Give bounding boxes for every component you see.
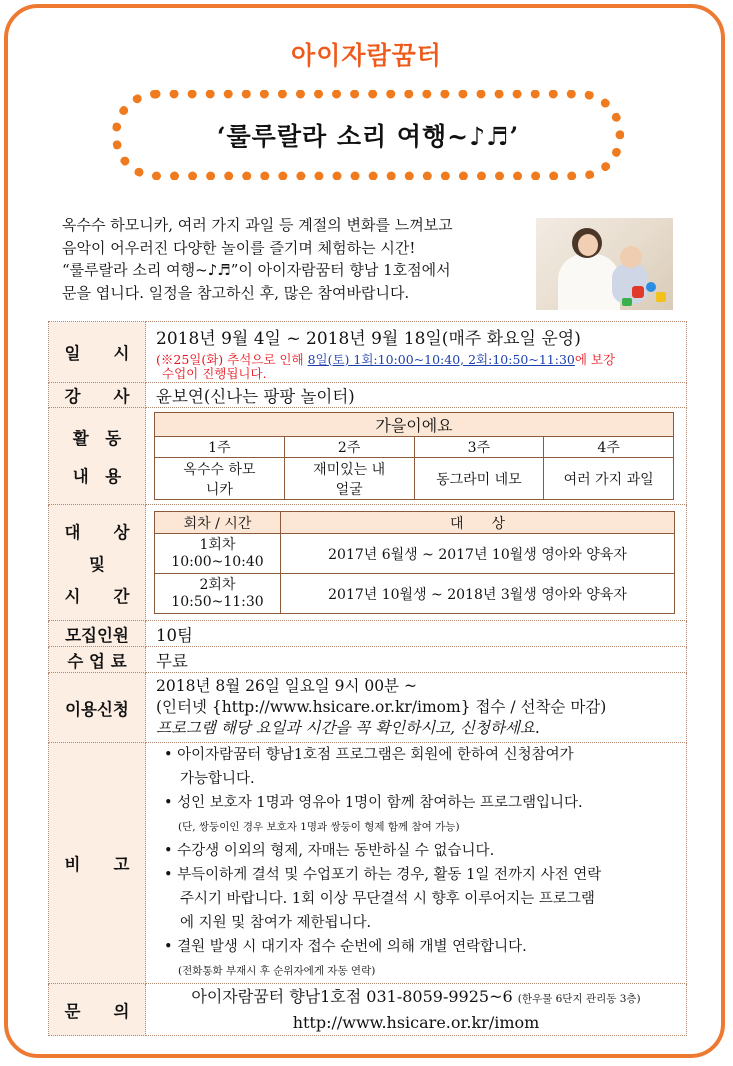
session-number: 2회차 xyxy=(199,576,236,593)
session-number: 1회차 xyxy=(199,536,236,553)
session-target: 2017년 6월생 ~ 2017년 10월생 영아와 양육자 xyxy=(281,534,675,574)
remark-item-cont: 에 지원 및 참여가 제한됩니다. xyxy=(180,915,372,931)
intro-text xyxy=(62,214,532,304)
schedule-row xyxy=(49,322,687,383)
contact-phone: 아이자람꿈터 향남1호점 031-8059-9925~6 xyxy=(191,986,513,1006)
target-label-3: 시 간 xyxy=(64,586,130,606)
schedule-main: 2018년 9월 4일 ~ 2018년 9월 18일(매주 화요일 운영) xyxy=(156,328,581,349)
remark-item: • 수강생 이외의 형제, 자매는 동반하실 수 없습니다. xyxy=(164,843,495,859)
info-table xyxy=(48,321,687,1036)
intro-line: 문을 엽니다. 일정을 참고하신 후, 많은 참여바랍니다. xyxy=(62,283,410,302)
parent-child-photo xyxy=(536,218,673,310)
apply-notice: 프로그램 해당 요일과 시간을 꼭 확인하시고, 신청하세요. xyxy=(156,719,540,737)
instructor-label: 강 사 xyxy=(49,383,146,408)
fee-value: 무료 xyxy=(146,647,687,673)
capacity-value: 10팀 xyxy=(146,621,687,647)
target-row xyxy=(49,505,687,621)
activity-item: 옥수수 하모니카 xyxy=(155,458,285,500)
intro-line: 음악이 어우러진 다양한 놀이를 즐기며 체험하는 시간! xyxy=(62,238,416,257)
activity-table xyxy=(154,412,674,500)
remark-item-cont: 가능합니다. xyxy=(180,771,255,787)
session-time: 10:00~10:40 xyxy=(171,553,264,570)
apply-label: 이용신청 xyxy=(49,673,146,743)
organization-name: 아이자람꿈터 xyxy=(291,41,442,70)
intro-line: 옥수수 하모니카, 여러 가지 과일 등 계절의 변화를 느껴보고 xyxy=(62,216,453,234)
instructor-value: 윤보연(신나는 팡팡 놀이터) xyxy=(146,383,687,408)
contact-url[interactable]: http://www.hsicare.or.kr/imom xyxy=(292,1012,540,1032)
remark-item: • 부득이하게 결석 및 수업포기 하는 경우, 활동 1일 전까지 사전 연락 xyxy=(164,867,602,883)
remark-item: • 결원 발생 시 대기자 접수 순번에 의해 개별 연락합니다. xyxy=(164,939,527,955)
week-header: 2주 xyxy=(284,437,414,458)
activity-label-1: 활 동 xyxy=(72,429,122,448)
remark-item-cont: 주시기 바랍니다. 1회 이상 무단결석 시 향후 이루어지는 프로그램 xyxy=(180,891,595,907)
activity-item: 여러 가지 과일 xyxy=(544,458,674,500)
apply-method: (인터넷 {http://www.hsicare.or.kr/imom} 접수 / 선착순 마감) xyxy=(156,698,607,716)
fee-row xyxy=(49,647,687,673)
contact-label: 문 의 xyxy=(49,984,146,1036)
session-row xyxy=(155,574,675,614)
remark-item: • 성인 보호자 1명과 영유아 1명이 함께 참여하는 프로그램입니다. xyxy=(164,795,583,811)
schedule-label: 일 시 xyxy=(49,322,146,383)
session-target: 2017년 10월생 ~ 2018년 3월생 영아와 양육자 xyxy=(281,574,675,614)
activity-item: 재미있는 내 얼굴 xyxy=(284,458,414,500)
activity-label-2: 내 용 xyxy=(72,467,122,486)
makeup-date-link[interactable]: 8일(토) 1회:10:00~10:40, 2회:10:50~11:30 xyxy=(307,351,575,367)
remarks-row xyxy=(49,743,687,984)
week-header: 3주 xyxy=(414,437,544,458)
remark-item: • 아이자람꿈터 향남1호점 프로그램은 회원에 한하여 신청참여가 xyxy=(164,747,574,763)
target-label-1: 대 상 xyxy=(64,522,130,542)
target-col-header: 대 상 xyxy=(281,512,675,534)
intro-line: “룰루랄라 소리 여행~♪♬”이 아이자람꿈터 향남 1호점에서 xyxy=(62,261,451,279)
activity-item: 동그라미 네모 xyxy=(414,458,544,500)
session-time: 10:50~11:30 xyxy=(171,593,264,610)
session-table xyxy=(154,511,675,614)
session-row xyxy=(155,534,675,574)
apply-open-date: 2018년 8월 26일 일요일 9시 00분 ~ xyxy=(156,677,417,695)
capacity-label: 모집인원 xyxy=(49,621,146,647)
target-label-2: 및 xyxy=(89,554,105,574)
week-header: 1주 xyxy=(155,437,285,458)
instructor-row xyxy=(49,383,687,408)
session-col-header: 회차 / 시간 xyxy=(155,512,281,534)
program-title: ‘룰루랄라 소리 여행~♪♬’ xyxy=(216,122,520,151)
capacity-row xyxy=(49,621,687,647)
activity-row xyxy=(49,408,687,505)
remark-note: (단, 쌍둥이인 경우 보호자 1명과 쌍둥이 형제 함께 참여 가능) xyxy=(178,821,460,833)
remark-note: (전화통화 부재시 후 순위자에게 자동 연락) xyxy=(178,965,376,977)
week-header: 4주 xyxy=(544,437,674,458)
activity-theme: 가을이에요 xyxy=(155,413,674,437)
schedule-note: (※25일(화) 추석으로 인해 8일(토) 1회:10:00~10:40, 2회:10:50~11:30에 보강 xyxy=(156,351,616,367)
fee-label: 수 업 료 xyxy=(49,647,146,673)
remarks-label: 비 고 xyxy=(49,743,146,984)
contact-address: (한우물 6단지 관리동 3층) xyxy=(517,992,641,1005)
contact-row xyxy=(49,984,687,1036)
schedule-note-cont: 수업이 진행됩니다. xyxy=(162,365,267,381)
apply-row xyxy=(49,673,687,743)
